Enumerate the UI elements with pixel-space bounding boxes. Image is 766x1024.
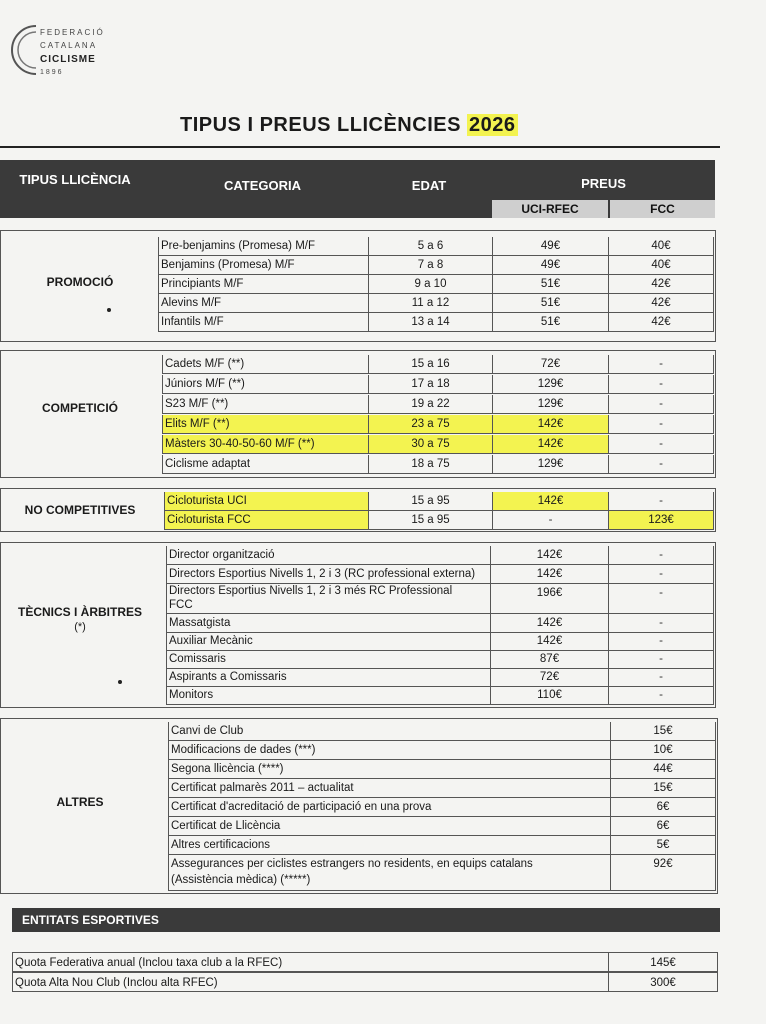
row-edat: 30 a 75 xyxy=(368,435,492,454)
table-row xyxy=(164,511,714,530)
row-uci: 49€ xyxy=(492,256,608,275)
table-row xyxy=(158,294,714,313)
row-uci: 129€ xyxy=(492,375,608,394)
row-edat: 5 a 6 xyxy=(368,237,492,256)
row-concepte: Modificacions de dades (***) xyxy=(168,741,610,760)
logo-line3: CICLISME xyxy=(40,54,96,65)
logo-line1: FEDERACIÓ xyxy=(40,28,105,37)
row-preu: 44€ xyxy=(610,760,716,779)
header-edat: EDAT xyxy=(411,178,447,193)
row-preu: 15€ xyxy=(610,722,716,741)
table-row xyxy=(166,668,714,687)
row-fcc: - xyxy=(608,632,714,651)
row-categoria: Massatgista xyxy=(166,614,490,633)
row-fcc: - xyxy=(608,614,714,633)
row-preu: 5€ xyxy=(610,836,716,855)
table-row xyxy=(168,817,716,836)
row-fcc: - xyxy=(608,355,714,374)
row-fcc: 40€ xyxy=(608,237,714,256)
row-uci: 87€ xyxy=(490,650,608,669)
table-row xyxy=(158,237,714,256)
row-uci: 142€ xyxy=(492,435,608,454)
row-fcc: 42€ xyxy=(608,275,714,294)
row-concepte: Quota Alta Nou Club (Inclou alta RFEC) xyxy=(15,977,218,989)
table-row xyxy=(164,492,714,511)
row-fcc: - xyxy=(608,668,714,687)
row-uci: 51€ xyxy=(492,313,608,332)
row-concepte: Quota Federativa anual (Inclou taxa club a la RFEC) xyxy=(15,957,283,969)
group-label-promocio: PROMOCIÓ xyxy=(46,275,114,289)
row-uci: 196€ xyxy=(490,584,608,614)
table-row xyxy=(162,415,714,434)
header-tipus: TIPUS LLICÈNCIA xyxy=(19,172,131,187)
table-row xyxy=(162,395,714,414)
row-uci: 142€ xyxy=(490,614,608,633)
row-uci: 72€ xyxy=(490,668,608,687)
row-concepte: Certificat de Llicència xyxy=(168,817,610,836)
row-uci: 72€ xyxy=(492,355,608,374)
table-row xyxy=(166,650,714,669)
row-edat: 15 a 16 xyxy=(368,355,492,374)
row-uci: 110€ xyxy=(490,686,608,705)
row-edat: 13 a 14 xyxy=(368,313,492,332)
table-row xyxy=(162,355,714,374)
table-row xyxy=(158,313,714,332)
row-fcc: - xyxy=(608,375,714,394)
row-uci: 129€ xyxy=(492,455,608,474)
group-label-tecnics: TÈCNICS I ÀRBITRES xyxy=(17,605,142,619)
row-uci: 142€ xyxy=(490,546,608,565)
row-categoria: Cadets M/F (**) xyxy=(162,355,368,374)
row-categoria: Cicloturista UCI xyxy=(164,492,368,511)
row-categoria: Auxiliar Mecànic xyxy=(166,632,490,651)
bullet-dot xyxy=(107,308,111,312)
row-fcc: - xyxy=(608,650,714,669)
row-preu: 15€ xyxy=(610,779,716,798)
table-row xyxy=(12,952,718,972)
row-uci: 142€ xyxy=(492,415,608,434)
row-categoria: Màsters 30-40-50-60 M/F (**) xyxy=(162,435,368,454)
table-row xyxy=(168,741,716,760)
title-divider xyxy=(0,146,720,148)
row-fcc: - xyxy=(608,546,714,565)
title-year: 2026 xyxy=(469,114,516,136)
row-uci: 51€ xyxy=(492,275,608,294)
row-categoria: Ciclisme adaptat xyxy=(162,455,368,474)
row-edat: 19 a 22 xyxy=(368,395,492,414)
group-label-altres: ALTRES xyxy=(56,795,104,809)
title-text: TIPUS I PREUS LLICÈNCIES xyxy=(180,114,461,136)
row-uci: - xyxy=(492,511,608,530)
row-concepte: Certificat palmarès 2011 – actualitat xyxy=(168,779,610,798)
table-row xyxy=(166,614,714,633)
row-preu: 300€ xyxy=(608,973,717,991)
logo-year: 1896 xyxy=(40,69,64,76)
row-categoria-line2: FCC xyxy=(169,599,193,611)
row-categoria: Alevins M/F xyxy=(158,294,368,313)
group-label-no-competitives: NO COMPETITIVES xyxy=(24,503,136,517)
row-categoria xyxy=(166,584,490,614)
table-row xyxy=(158,275,714,294)
row-categoria: Pre-benjamins (Promesa) M/F xyxy=(158,237,368,256)
row-edat: 9 a 10 xyxy=(368,275,492,294)
row-preu: 6€ xyxy=(610,798,716,817)
row-edat: 11 a 12 xyxy=(368,294,492,313)
table-row xyxy=(166,546,714,565)
row-fcc: - xyxy=(608,435,714,454)
row-categoria: Director organització xyxy=(166,546,490,565)
row-concepte: Altres certificacions xyxy=(168,836,610,855)
bullet-dot xyxy=(118,680,122,684)
table-row xyxy=(162,435,714,454)
row-edat: 15 a 95 xyxy=(368,492,492,511)
header-categoria: CATEGORIA xyxy=(223,178,302,193)
table-row xyxy=(168,855,716,891)
table-row xyxy=(166,584,714,614)
table-row xyxy=(168,798,716,817)
row-fcc: 40€ xyxy=(608,256,714,275)
row-edat: 15 a 95 xyxy=(368,511,492,530)
row-fcc: 123€ xyxy=(608,511,714,530)
row-fcc: 42€ xyxy=(608,313,714,332)
row-concepte: Canvi de Club xyxy=(168,722,610,741)
row-fcc: - xyxy=(608,492,714,511)
table-row xyxy=(162,455,714,474)
row-fcc: - xyxy=(608,565,714,584)
logo-line2: CATALANA xyxy=(40,41,98,50)
row-edat: 23 a 75 xyxy=(368,415,492,434)
row-categoria: Benjamins (Promesa) M/F xyxy=(158,256,368,275)
row-categoria: Principiants M/F xyxy=(158,275,368,294)
row-categoria: Júniors M/F (**) xyxy=(162,375,368,394)
table-row xyxy=(12,972,718,992)
table-row xyxy=(166,565,714,584)
table-row xyxy=(162,375,714,394)
row-fcc: - xyxy=(608,455,714,474)
row-concepte: Segona llicència (****) xyxy=(168,760,610,779)
row-categoria: Monitors xyxy=(166,686,490,705)
row-fcc: - xyxy=(608,415,714,434)
table-row xyxy=(166,632,714,651)
logo-arc-icon xyxy=(8,22,38,78)
header-fcc: FCC xyxy=(610,200,715,218)
row-fcc: 42€ xyxy=(608,294,714,313)
row-uci: 142€ xyxy=(490,632,608,651)
row-edat: 7 a 8 xyxy=(368,256,492,275)
entitats-header: ENTITATS ESPORTIVES xyxy=(12,908,720,932)
group-note-tecnics: (*) xyxy=(74,621,86,633)
row-concepte xyxy=(168,855,610,891)
row-concepte: Certificat d'acreditació de participació en una prova xyxy=(168,798,610,817)
row-categoria: Infantils M/F xyxy=(158,313,368,332)
table-header xyxy=(0,160,715,218)
row-categoria: Elits M/F (**) xyxy=(162,415,368,434)
row-uci: 51€ xyxy=(492,294,608,313)
table-row xyxy=(168,836,716,855)
row-edat: 18 a 75 xyxy=(368,455,492,474)
table-row xyxy=(166,686,714,705)
row-uci: 142€ xyxy=(490,565,608,584)
row-categoria: Comissaris xyxy=(166,650,490,669)
row-uci: 129€ xyxy=(492,395,608,414)
row-uci: 49€ xyxy=(492,237,608,256)
row-concepte-line1: Assegurances per ciclistes estrangers no residents, en equips catalans xyxy=(171,858,533,870)
page-title xyxy=(180,114,518,137)
header-preus: PREUS xyxy=(581,176,626,191)
row-concepte-line2: (Assistència mèdica) (*****) xyxy=(171,874,311,886)
row-categoria: Aspirants a Comissaris xyxy=(166,668,490,687)
row-fcc: - xyxy=(608,584,714,614)
row-categoria: Directors Esportius Nivells 1, 2 i 3 (RC professional externa) xyxy=(166,565,490,584)
group-label-competicio: COMPETICIÓ xyxy=(41,401,118,415)
row-fcc: - xyxy=(608,395,714,414)
table-row xyxy=(168,779,716,798)
header-uci: UCI-RFEC xyxy=(492,200,608,218)
row-preu: 145€ xyxy=(608,953,717,971)
row-preu: 92€ xyxy=(610,855,716,891)
row-categoria: Cicloturista FCC xyxy=(164,511,368,530)
row-edat: 17 a 18 xyxy=(368,375,492,394)
row-categoria: S23 M/F (**) xyxy=(162,395,368,414)
row-categoria-line1: Directors Esportius Nivells 1, 2 i 3 més RC Professional xyxy=(169,585,453,597)
table-row xyxy=(168,722,716,741)
row-uci: 142€ xyxy=(492,492,608,511)
row-preu: 6€ xyxy=(610,817,716,836)
row-fcc: - xyxy=(608,686,714,705)
row-preu: 10€ xyxy=(610,741,716,760)
table-row xyxy=(158,256,714,275)
table-row xyxy=(168,760,716,779)
federation-logo xyxy=(8,14,128,80)
